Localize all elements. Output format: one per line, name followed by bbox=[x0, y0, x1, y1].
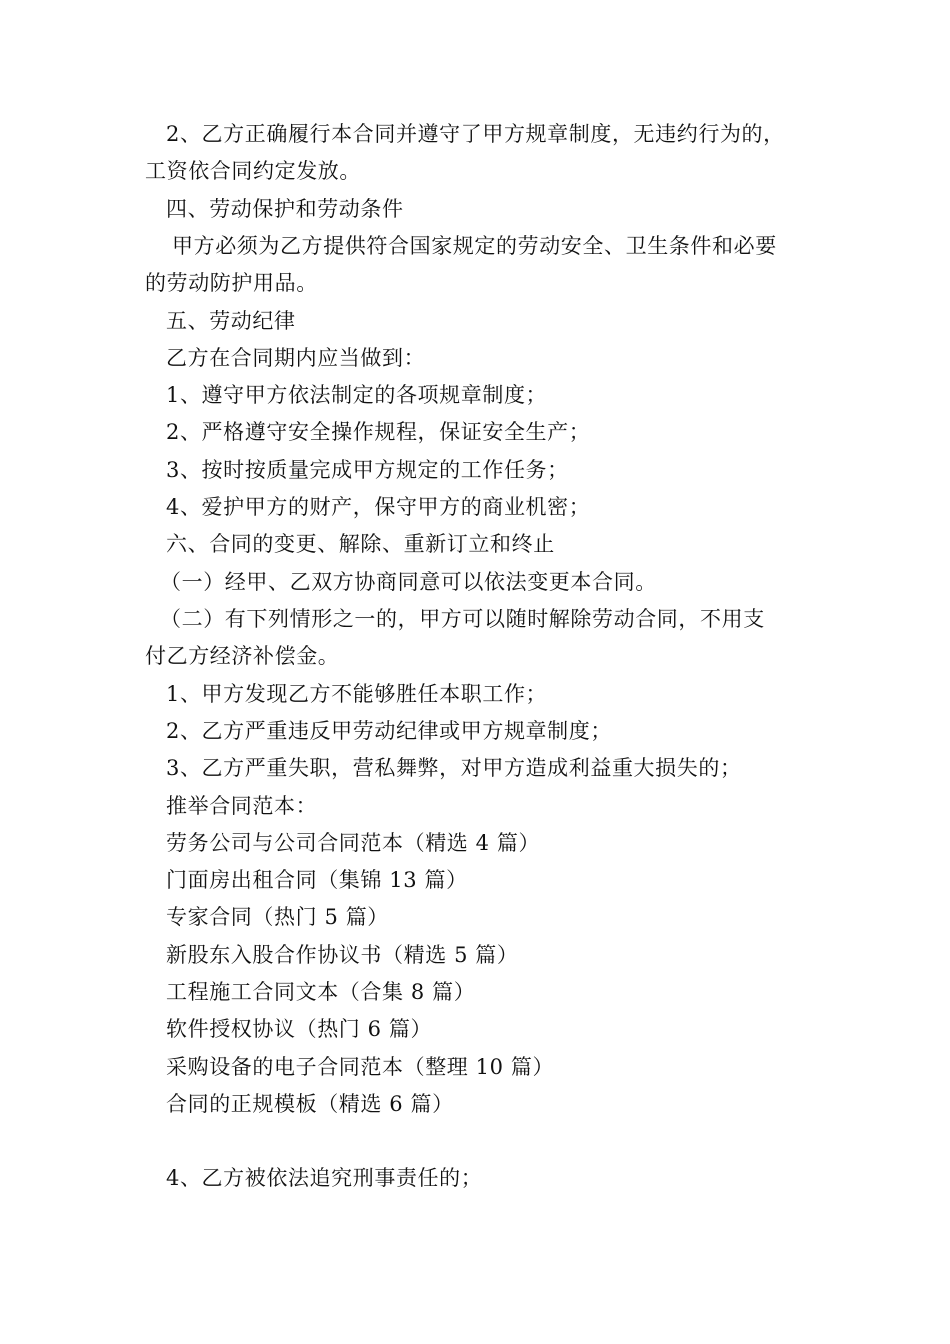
text-line: （一）经甲、乙双方协商同意可以依法变更本合同。 bbox=[160, 570, 657, 594]
recommend-item: 劳务公司与公司合同范本（精选 4 篇） bbox=[166, 831, 541, 855]
section-heading: 六、合同的变更、解除、重新订立和终止 bbox=[166, 532, 555, 556]
recommend-item: 工程施工合同文本（合集 8 篇） bbox=[166, 980, 476, 1004]
recommend-heading: 推举合同范本： bbox=[166, 794, 318, 818]
recommend-item: 专家合同（热门 5 篇） bbox=[166, 905, 389, 929]
list-item: 4、乙方被依法追究刑事责任的； bbox=[166, 1166, 483, 1190]
text-line: 工资依合同约定发放。 bbox=[145, 159, 361, 183]
list-item: 1、遵守甲方依法制定的各项规章制度； bbox=[166, 383, 548, 407]
recommend-item: 新股东入股合作协议书（精选 5 篇） bbox=[166, 943, 519, 967]
text-line: 的劳动防护用品。 bbox=[145, 271, 318, 295]
recommend-item: 软件授权协议（热门 6 篇） bbox=[166, 1017, 433, 1041]
list-item: 1、甲方发现乙方不能够胜任本职工作； bbox=[166, 682, 548, 706]
list-item: 2、严格遵守安全操作规程，保证安全生产； bbox=[166, 420, 591, 444]
text-line: 甲方必须为乙方提供符合国家规定的劳动安全、卫生条件和必要 bbox=[172, 234, 777, 258]
text-line: 付乙方经济补偿金。 bbox=[145, 644, 340, 668]
list-item: 2、乙方严重违反甲劳动纪律或甲方规章制度； bbox=[166, 719, 612, 743]
section-heading: 五、劳动纪律 bbox=[166, 309, 296, 333]
list-item: 3、按时按质量完成甲方规定的工作任务； bbox=[166, 458, 569, 482]
recommend-item: 合同的正规模板（精选 6 篇） bbox=[166, 1092, 454, 1116]
list-item: 3、乙方严重失职，营私舞弊，对甲方造成利益重大损失的； bbox=[166, 756, 742, 780]
list-item: 4、爱护甲方的财产，保守甲方的商业机密； bbox=[166, 495, 591, 519]
recommend-item: 门面房出租合同（集锦 13 篇） bbox=[166, 868, 468, 892]
text-line: （二）有下列情形之一的，甲方可以随时解除劳动合同，不用支 bbox=[160, 607, 765, 631]
recommend-item: 采购设备的电子合同范本（整理 10 篇） bbox=[166, 1055, 555, 1079]
text-line: 乙方在合同期内应当做到： bbox=[166, 346, 426, 370]
section-heading: 四、劳动保护和劳动条件 bbox=[166, 197, 404, 221]
text-line: 2、乙方正确履行本合同并遵守了甲方规章制度，无违约行为的， bbox=[166, 122, 785, 146]
